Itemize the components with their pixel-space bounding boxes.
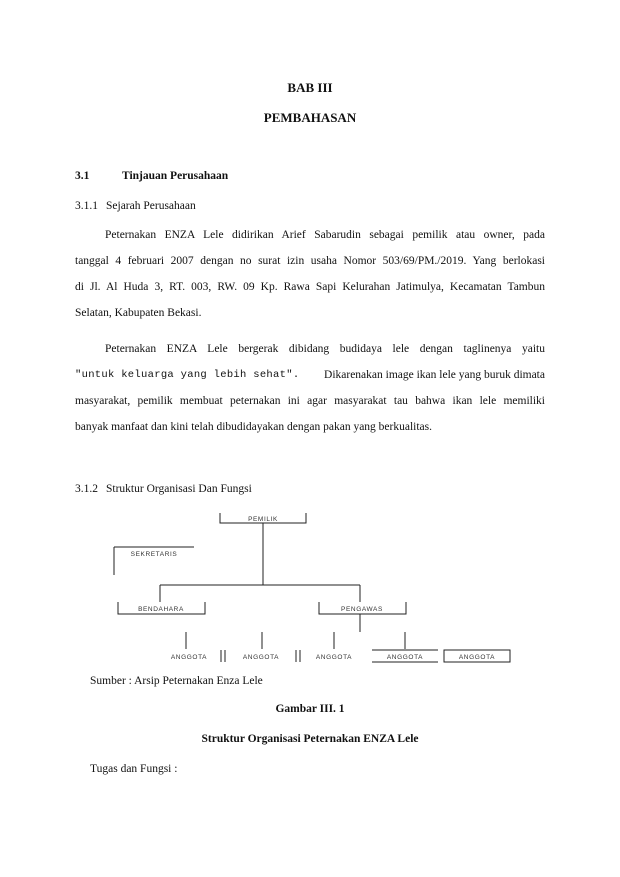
figure-caption: Struktur Organisasi Peternakan ENZA Lele bbox=[201, 733, 419, 745]
supervisor-label: PENGAWAS bbox=[341, 606, 383, 613]
owner-label: PEMILIK bbox=[248, 516, 278, 523]
paragraph-line: di Jl. Al Huda 3, RT. 003, RW. 09 Kp. Rawa Sapi Kelurahan Jatimulya, Kecamatan Tambun bbox=[75, 281, 545, 293]
member-label: ANGGOTA bbox=[458, 654, 496, 661]
section-title: Tinjauan Perusahaan bbox=[122, 170, 229, 182]
chapter-title: PEMBAHASAN bbox=[263, 110, 357, 125]
chapter-number: BAB III bbox=[287, 80, 333, 95]
paragraph-line: Peternakan ENZA Lele bergerak dibidang budidaya lele dengan taglinenya yaitu bbox=[105, 343, 545, 355]
paragraph-line bbox=[75, 362, 545, 388]
treasurer-label: BENDAHARA bbox=[138, 606, 184, 613]
paragraph-business bbox=[75, 336, 545, 440]
member-label: ANGGOTA bbox=[386, 654, 424, 661]
secretary-label: SEKRETARIS bbox=[130, 551, 178, 558]
subsection-number: 3.1.2 bbox=[75, 483, 98, 495]
paragraph-line: banyak manfaat dan kini telah dibudidayakan dengan pakan yang berkualitas. bbox=[75, 421, 433, 433]
paragraph-line: Selatan, Kabupaten Bekasi. bbox=[75, 307, 202, 319]
paragraph-line: Peternakan ENZA Lele didirikan Arief Sabarudin sebagai pemilik atau owner, pada bbox=[105, 229, 545, 241]
section-number: 3.1 bbox=[75, 170, 90, 182]
paragraph-line-rest: Dikarenakan image ikan lele yang buruk dimata bbox=[324, 369, 545, 381]
member-label: ANGGOTA bbox=[242, 654, 280, 661]
org-chart bbox=[0, 505, 620, 665]
figure-number: Gambar III. 1 bbox=[275, 703, 345, 715]
tagline: "untuk keluarga yang lebih sehat". bbox=[75, 369, 300, 381]
member-label: ANGGOTA bbox=[170, 654, 208, 661]
source-note: Sumber : Arsip Peternakan Enza Lele bbox=[90, 675, 263, 687]
paragraph-line: tanggal 4 februari 2007 dengan no surat izin usaha Nomor 503/69/PM./2019. Yang berlokasi bbox=[75, 255, 545, 267]
member-label: ANGGOTA bbox=[315, 654, 353, 661]
subsection-title: Sejarah Perusahaan bbox=[106, 200, 196, 212]
tasks-heading: Tugas dan Fungsi : bbox=[90, 763, 178, 775]
subsection-title: Struktur Organisasi Dan Fungsi bbox=[106, 483, 252, 495]
subsection-number: 3.1.1 bbox=[75, 200, 98, 212]
paragraph-line: masyarakat, pemilik membuat peternakan ini agar masyarakat tau bahwa ikan lele memiliki bbox=[75, 395, 545, 407]
paragraph-history bbox=[75, 222, 545, 326]
